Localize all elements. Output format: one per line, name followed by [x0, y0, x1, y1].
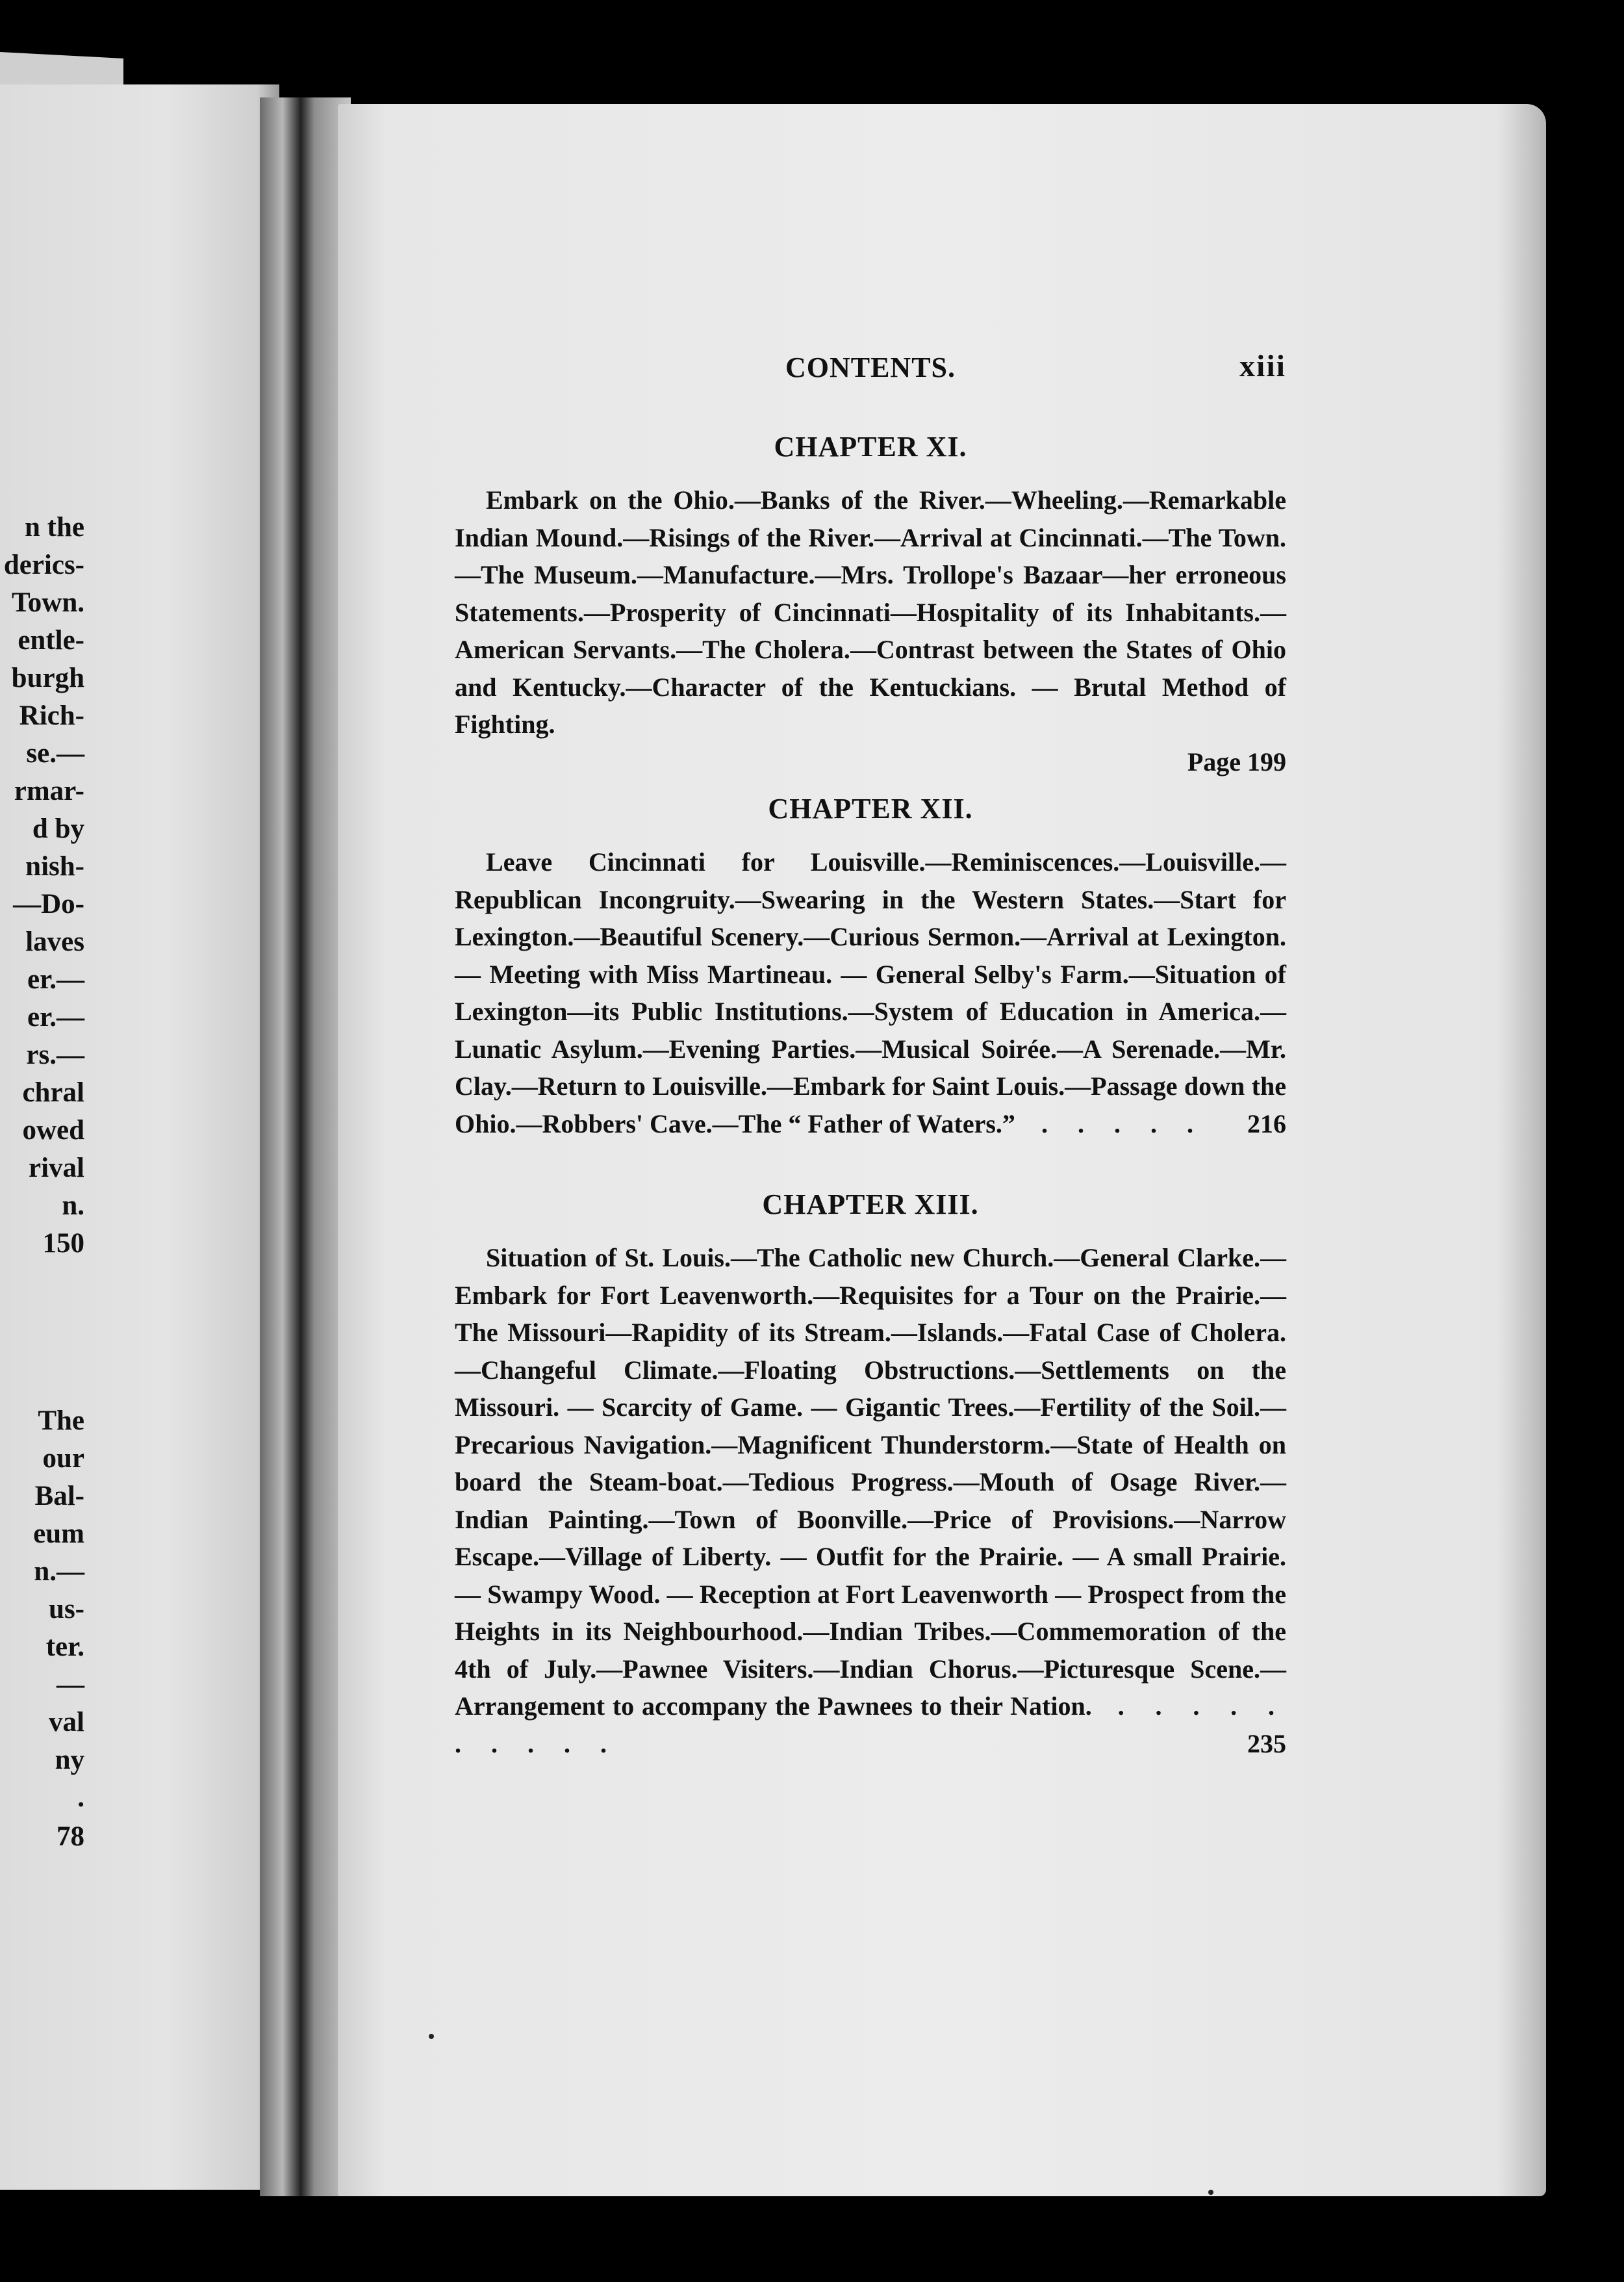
- left-page-fragment: us-: [49, 1594, 84, 1624]
- left-page-fragment: entle-: [18, 625, 84, 656]
- chapter-entry: [455, 430, 1286, 780]
- left-page-fragment: rs.—: [26, 1040, 84, 1070]
- contents-page-text: [455, 351, 1286, 1762]
- left-page-fragment: Rich-: [19, 700, 84, 731]
- left-page-fragment: laves: [25, 927, 84, 957]
- running-head: [455, 351, 1286, 396]
- running-title: CONTENTS.: [785, 352, 956, 383]
- left-page-fragment: d by: [32, 814, 84, 844]
- left-page-fragment: .: [77, 1782, 84, 1813]
- chapter-summary: [455, 843, 1286, 1142]
- left-page-fragment: The: [38, 1405, 84, 1436]
- chapter-summary: Embark on the Ohio.—Banks of the River.—Wheeling.—Remarkable Indian Mound.—Risings of the River.—Arrival at Cincinnati.—The Town.—The Museum.—Manufacture.—Mrs. Trollope's Bazaar—her erroneous Statements.—Prosperity of Cincinnati—Hospitality of its Inhabitants.—American Servants.—The Cholera.—Contrast between the States of Ohio and Kentucky.—Character of the Kentuckians. — Brutal Method of Fighting.: [455, 485, 1286, 739]
- left-page-fragment: rmar-: [14, 776, 84, 806]
- left-page-fragment: chral: [22, 1077, 84, 1108]
- chapter-entry: [455, 1188, 1286, 1762]
- left-page-fragment: owed: [22, 1115, 84, 1146]
- chapter-summary-text: Situation of St. Louis.—The Catholic new Church.—General Clarke.—Embark for Fort Leavenworth.—Requisites for a Tour on the Prairie.—The Missouri—Rapidity of its Stream.—Islands.—Fatal Case of Cholera.—Changeful Climate.—Floating Obstructions.—Settlements on the Missouri. — Scarcity of Game. — Gigantic Trees.—Fertility of the Soil.—Precarious Navigation.—Magnificent Thunderstorm.—State of Health on board the Steam-boat.—Tedious Progress.—Mouth of Osage River.—Indian Painting.—Town of Boonville.—Price of Provisions.—Narrow Escape.—Village of Liberty. — Outfit for the Prairie. — A small Prairie. — Swampy Wood. — Reception at Fort Leavenworth — Prospect from the Heights in its Neighbourhood.—Indian Tribes.—Commemoration of the 4th of July.—Pawnee Visiters.—Indian Chorus.—Picturesque Scene.—Arrangement to accompany the Pawnees to their Nation.: [455, 1243, 1286, 1721]
- chapter-heading: CHAPTER XIII.: [762, 1188, 979, 1220]
- dot-leader: . . . . .: [1041, 1109, 1205, 1138]
- page-speck: [1208, 2190, 1213, 2195]
- left-page-fragment: n.—: [34, 1556, 84, 1587]
- left-page-fragment: nish-: [25, 851, 84, 882]
- chapter-page-ref: 235: [1247, 1728, 1286, 1758]
- left-page-fragment: ter.: [45, 1632, 84, 1662]
- left-page-fragment: —Do-: [13, 889, 84, 919]
- left-page-fragment: n.: [62, 1190, 84, 1221]
- left-page-fragment: 150: [42, 1228, 84, 1259]
- chapter-entry: [455, 792, 1286, 1142]
- left-page-fragment: se.—: [26, 738, 84, 769]
- chapter-heading: CHAPTER XII.: [768, 793, 973, 825]
- left-page-fragment: er.—: [27, 1002, 84, 1032]
- left-page-fragment: Town.: [12, 587, 84, 618]
- left-page-fragment: 78: [57, 1821, 84, 1852]
- left-page-fragment: burgh: [11, 663, 84, 693]
- left-page-fragment: ny: [55, 1745, 84, 1775]
- left-page-fragment: —: [57, 1669, 84, 1700]
- chapter-heading: CHAPTER XI.: [774, 431, 967, 463]
- chapter-summary-text: Leave Cincinnati for Louisville.—Reminiscences.—Louisville.—Republican Incongruity.—Swearing in the Western States.—Start for Lexington.—Beautiful Scenery.—Curious Sermon.—Arrival at Lexington. — Meeting with Miss Martineau. — General Selby's Farm.—Situation of Lexington—its Public Institutions.—System of Education in America.—Lunatic Asylum.—Evening Parties.—Musical Soirée.—A Serenade.—Mr. Clay.—Return to Louisville.—Embark for Saint Louis.—Passage down the Ohio.—Robbers' Cave.—The “ Father of Waters.”: [455, 847, 1286, 1138]
- page-number: xiii: [1239, 349, 1286, 383]
- left-page-fragment: eum: [33, 1519, 84, 1549]
- left-page-fragment: n the: [25, 512, 84, 543]
- chapter-summary: [455, 1239, 1286, 1762]
- left-page-fragment: our: [42, 1443, 84, 1474]
- chapter-page-ref: 216: [1247, 1109, 1286, 1138]
- left-page-fragment: val: [49, 1707, 84, 1737]
- left-page: [0, 84, 279, 2190]
- chapter-page-ref: Page 199: [1187, 747, 1286, 776]
- left-page-fragment: derics-: [3, 550, 84, 580]
- left-page-fragment: er.—: [27, 964, 84, 995]
- left-page-fragment: Bal-: [34, 1481, 84, 1511]
- page-speck: [429, 2034, 434, 2039]
- book-binding-gutter: [260, 97, 351, 2196]
- dot-leader: . . . . . . . . . .: [455, 1691, 1286, 1758]
- left-page-fragment: rival: [29, 1153, 84, 1183]
